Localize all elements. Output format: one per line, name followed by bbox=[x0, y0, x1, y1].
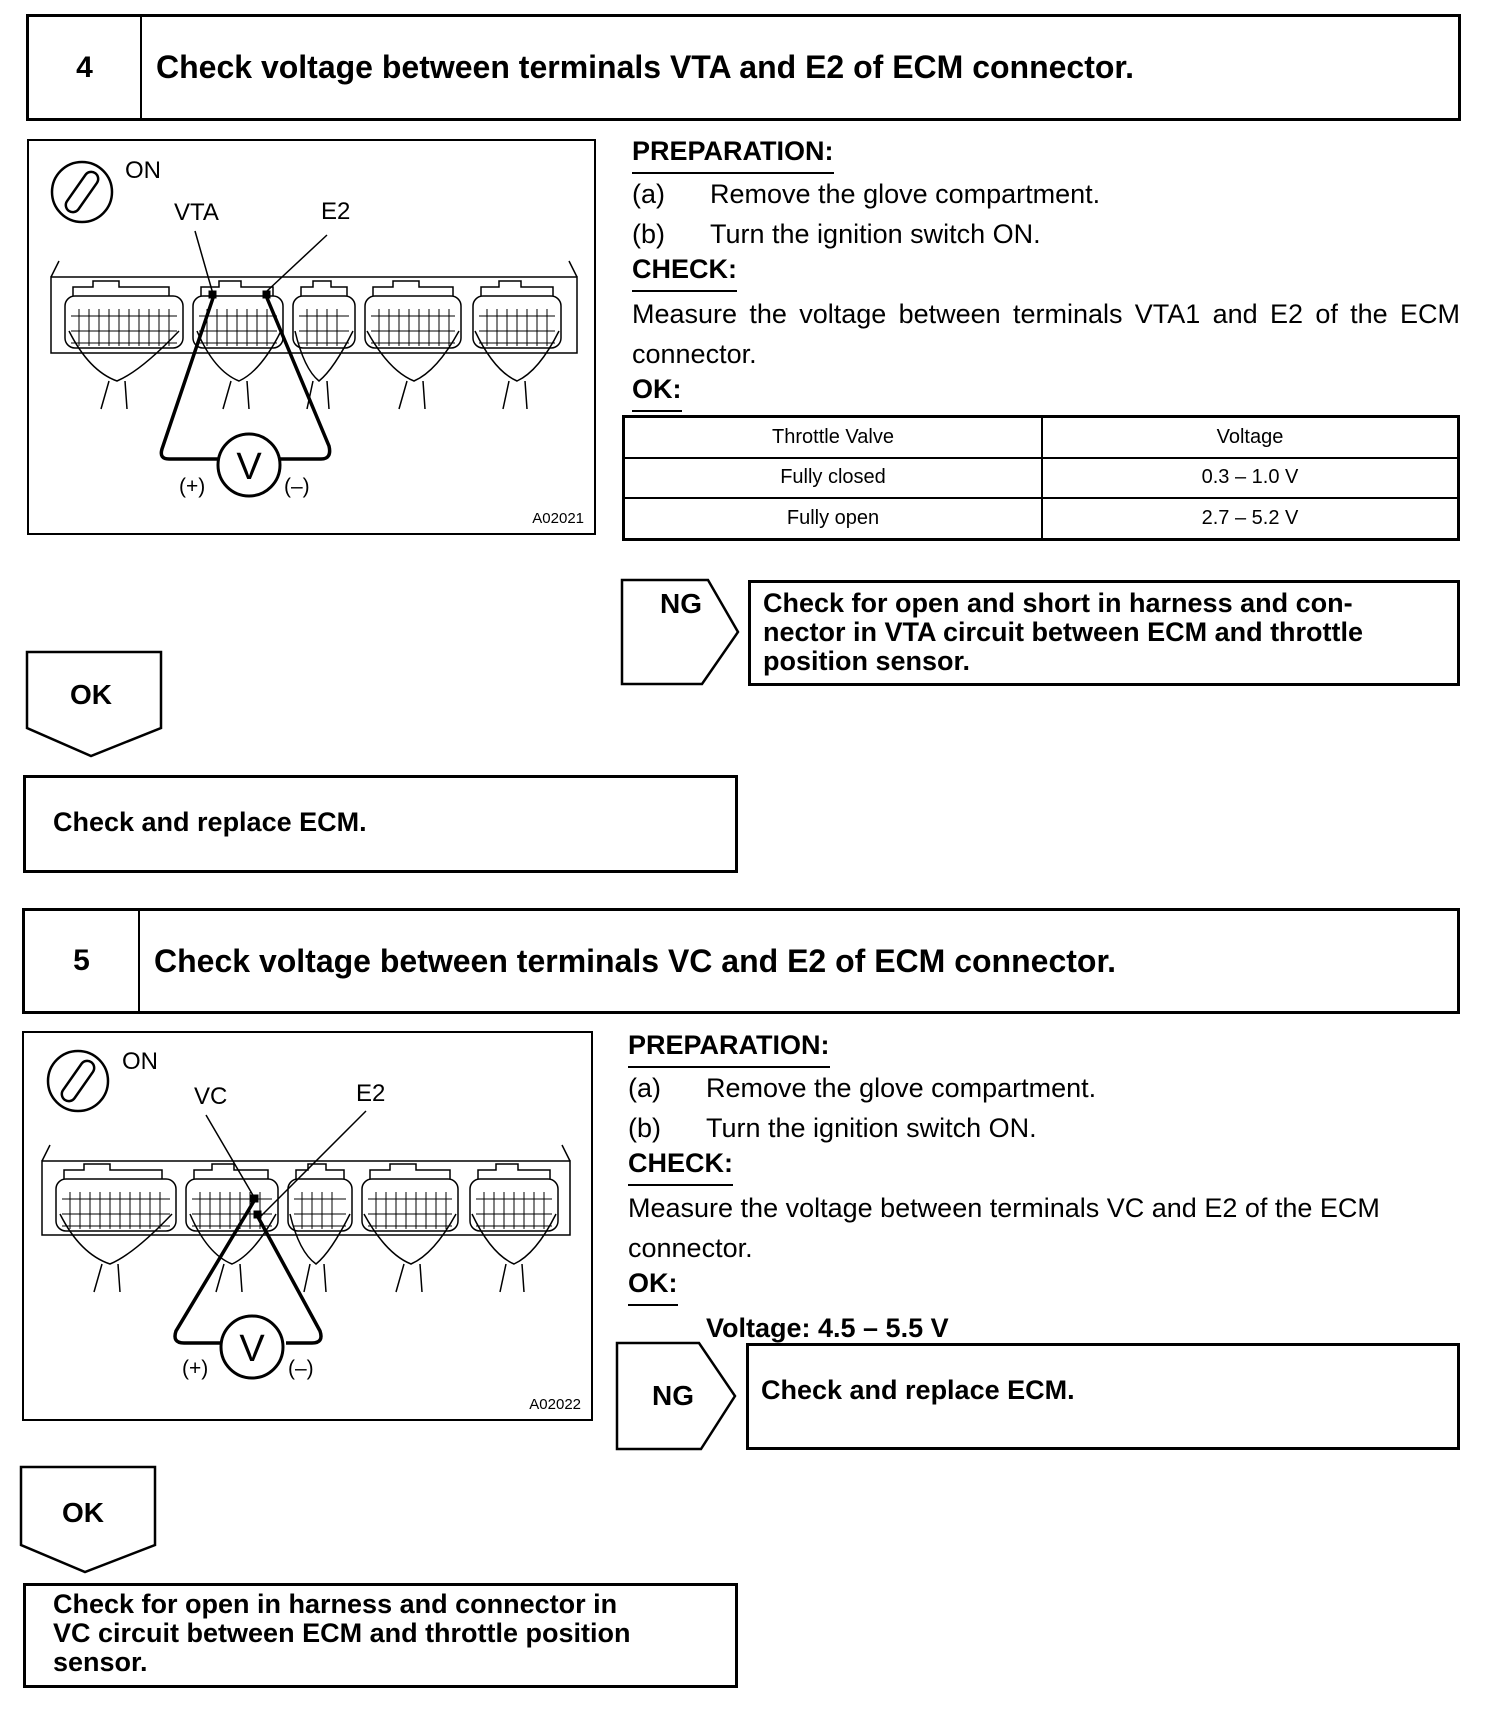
ecm-connector-diagram bbox=[24, 1033, 591, 1419]
ng-result-text: Check for open and short in harness and con- nector in VTA circuit between ECM and throttle position sensor. bbox=[763, 588, 1364, 676]
table-cell: Fully open bbox=[624, 498, 1043, 539]
ng-label: NG bbox=[660, 588, 702, 619]
preparation-step: (b) Turn the ignition switch ON. bbox=[632, 219, 1041, 249]
step-4-header bbox=[26, 14, 1461, 121]
ng-result-text: Check and replace ECM. bbox=[761, 1375, 1075, 1405]
step-number: 4 bbox=[29, 17, 142, 118]
ok-label: OK bbox=[70, 679, 112, 710]
step-5-instructions bbox=[628, 1030, 1460, 1348]
step-title: Check voltage between terminals VC and E2 of ECM connector. bbox=[154, 942, 1117, 979]
step-title: Check voltage between terminals VTA and E2 of ECM connector. bbox=[156, 49, 1134, 85]
plus-probe-label: (+) bbox=[179, 475, 206, 498]
table-cell: Fully closed bbox=[624, 458, 1043, 498]
ecm-connector-diagram bbox=[29, 141, 594, 533]
ok-spec: Voltage: 4.5 – 5.5 V bbox=[706, 1313, 949, 1343]
column-header: Voltage bbox=[1042, 417, 1459, 458]
plus-probe-label: (+) bbox=[182, 1357, 209, 1380]
table-row bbox=[624, 498, 1459, 539]
minus-probe-label: (–) bbox=[288, 1357, 314, 1380]
terminal-label-right: E2 bbox=[321, 198, 351, 225]
ecm-connector-housing bbox=[51, 261, 577, 409]
ok-label: OK bbox=[62, 1497, 104, 1528]
ng-result-box bbox=[746, 1343, 1460, 1450]
ng-label: NG bbox=[652, 1380, 694, 1411]
column-header: Throttle Valve bbox=[624, 417, 1043, 458]
check-instruction: Measure the voltage between terminals VC and E2 of the ECM connector. bbox=[628, 1193, 1380, 1263]
preparation-step: (a) Remove the glove compartment. bbox=[632, 179, 1101, 209]
figure-id: A02022 bbox=[529, 1396, 581, 1413]
step-5-header bbox=[22, 908, 1460, 1014]
ok-result-box bbox=[23, 775, 738, 873]
ng-result-box bbox=[748, 580, 1460, 686]
spec-table bbox=[622, 415, 1460, 541]
preparation-step: (a) Remove the glove compartment. bbox=[628, 1073, 1097, 1103]
terminal-label-left: VTA bbox=[174, 199, 219, 226]
step-4-figure bbox=[27, 139, 596, 535]
preparation-heading: PREPARATION: bbox=[632, 136, 834, 174]
table-row bbox=[624, 458, 1459, 498]
preparation-heading: PREPARATION: bbox=[628, 1030, 830, 1068]
figure-id: A02021 bbox=[532, 510, 584, 527]
meter-symbol: V bbox=[236, 446, 262, 488]
minus-probe-label: (–) bbox=[284, 475, 310, 498]
table-cell: 2.7 – 5.2 V bbox=[1042, 498, 1459, 539]
check-instruction: Measure the voltage between terminals VTA1 and E2 of the ECM connector. bbox=[632, 299, 1460, 369]
step-number: 5 bbox=[25, 911, 140, 1011]
check-heading: CHECK: bbox=[628, 1148, 733, 1186]
table-header-row bbox=[624, 417, 1459, 458]
ok-result-box bbox=[23, 1583, 738, 1688]
voltmeter-icon bbox=[221, 1316, 283, 1378]
switch-label: ON bbox=[125, 157, 161, 184]
ecm-connector-housing bbox=[42, 1145, 570, 1292]
step-5-figure bbox=[22, 1031, 593, 1421]
voltmeter-icon bbox=[218, 434, 280, 496]
switch-label: ON bbox=[122, 1048, 158, 1075]
ok-result-text: Check and replace ECM. bbox=[53, 807, 367, 837]
ignition-key-icon bbox=[48, 1051, 108, 1111]
ok-heading: OK: bbox=[632, 374, 682, 412]
preparation-step: (b) Turn the ignition switch ON. bbox=[628, 1113, 1037, 1143]
ok-heading: OK: bbox=[628, 1268, 678, 1306]
meter-symbol: V bbox=[239, 1328, 265, 1370]
terminal-label-right: E2 bbox=[356, 1080, 386, 1107]
probe-leaders bbox=[175, 1111, 366, 1343]
terminal-label-left: VC bbox=[194, 1083, 228, 1110]
ignition-key-icon bbox=[52, 162, 112, 222]
check-heading: CHECK: bbox=[632, 254, 737, 292]
probe-leaders bbox=[161, 231, 329, 459]
step-4-instructions bbox=[632, 136, 1460, 412]
table-cell: 0.3 – 1.0 V bbox=[1042, 458, 1459, 498]
ok-result-text: Check for open in harness and connector in VC circuit between ECM and throttle position sensor. bbox=[53, 1589, 631, 1677]
